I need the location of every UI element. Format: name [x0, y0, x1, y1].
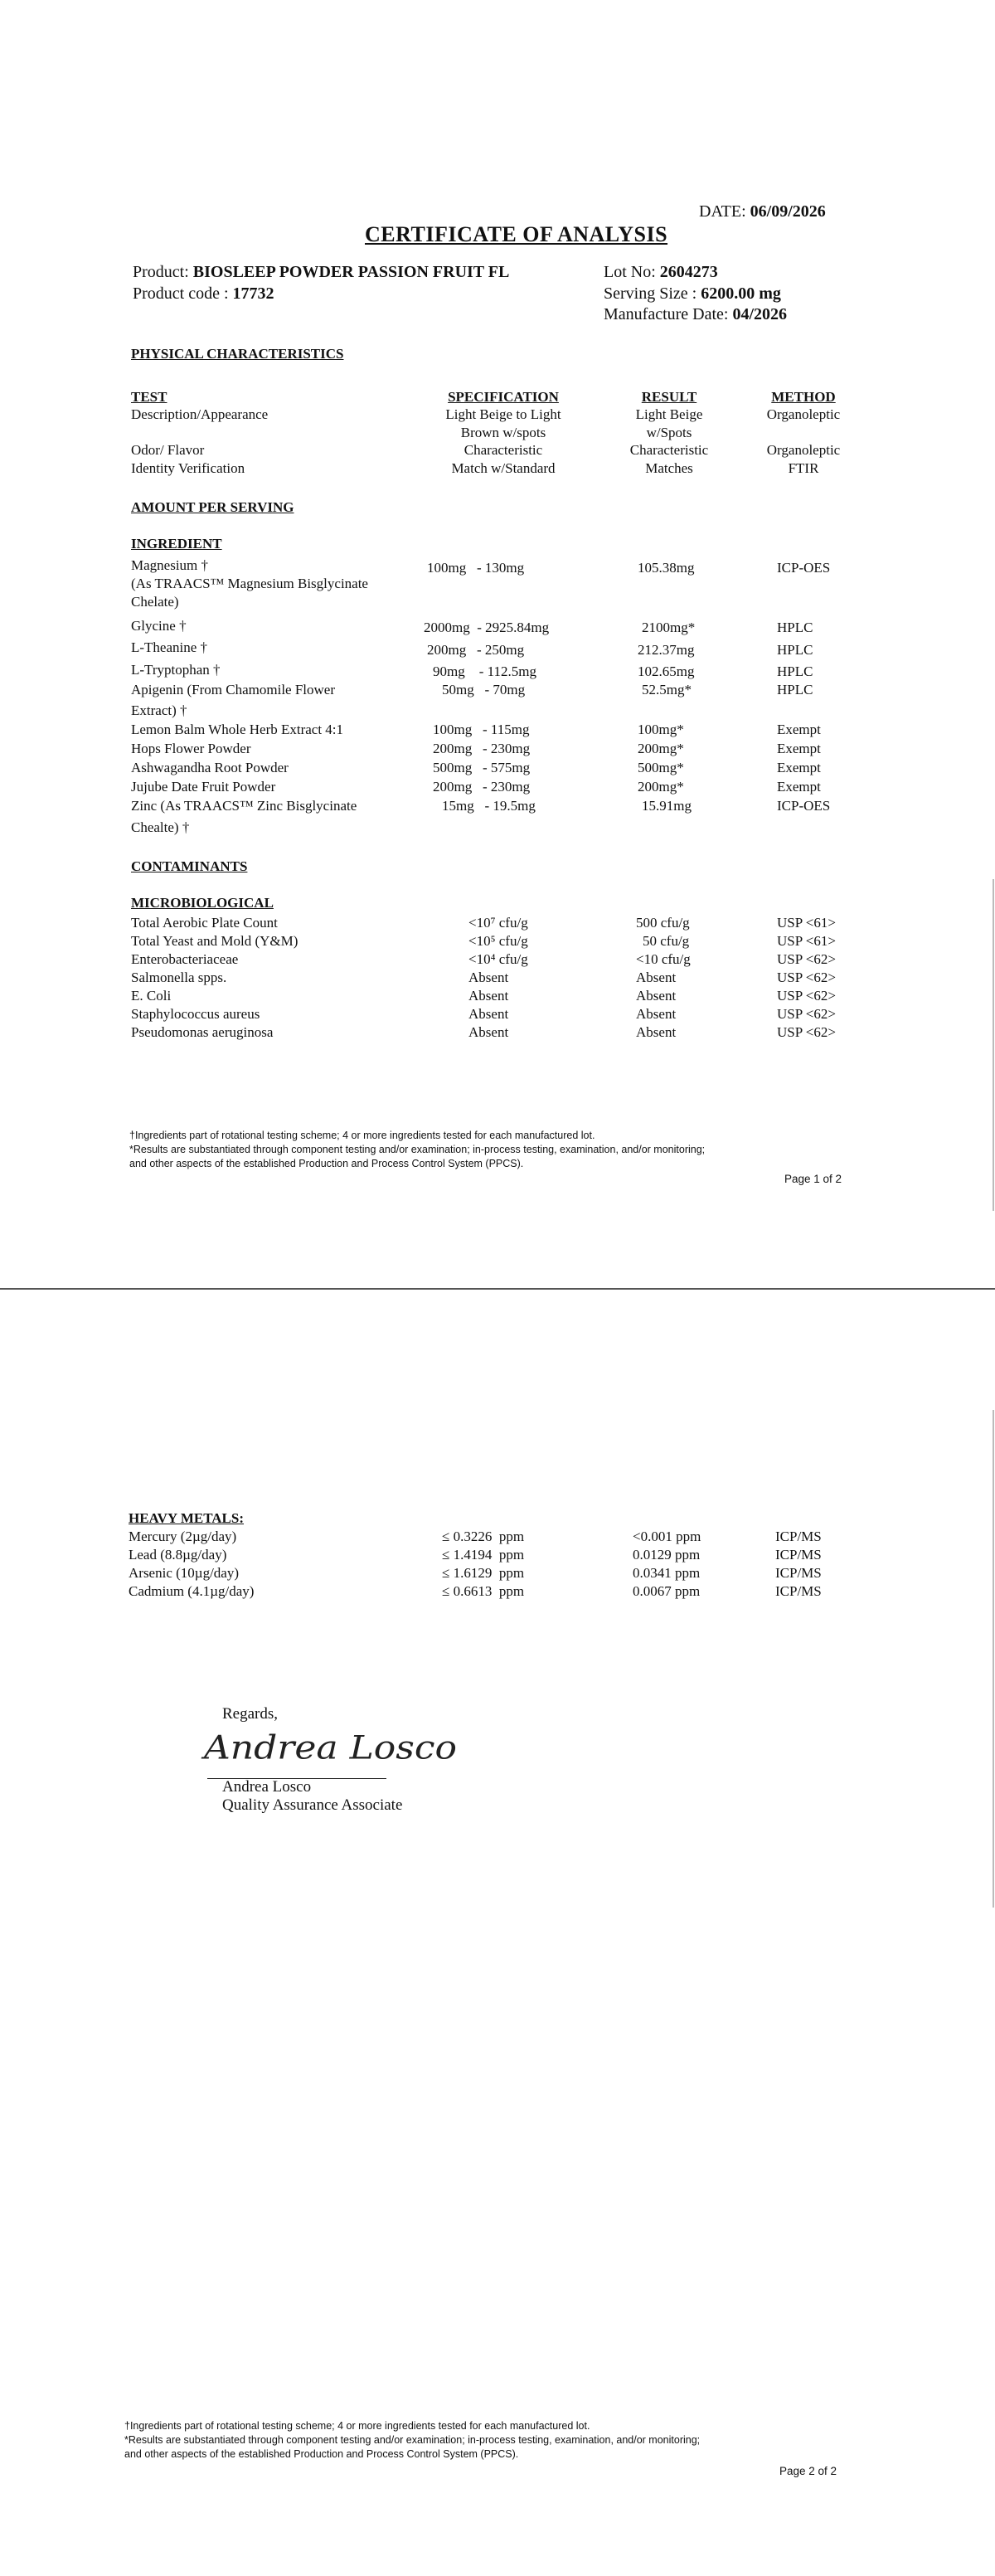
heavy-spec: ≤ 1.4194 ppm [442, 1547, 525, 1563]
ingredient-result: 200mg* [638, 779, 684, 795]
ingredient-spec: 15mg - 19.5mg [442, 798, 536, 814]
physical-test: Identity Verification [131, 460, 245, 476]
physical-result: Characteristic [629, 442, 709, 458]
microbiological-heading: MICROBIOLOGICAL [131, 895, 274, 911]
physical-spec: Characteristic [464, 442, 543, 458]
physical-result [611, 406, 727, 442]
signer-title: Quality Assurance Associate [222, 1796, 403, 1814]
ingredient-result: 105.38mg [638, 560, 695, 576]
micro-spec: <10⁵ cfu/g [468, 933, 528, 949]
page-edge-mark [993, 1410, 994, 1908]
ingredient-name-line: Zinc (As TRAACS™ Zinc Bisglycinate [131, 798, 357, 814]
ingredient-name [131, 557, 368, 611]
serving-size-label: Serving Size : [604, 284, 697, 303]
ingredient-method: ICP-OES [777, 560, 831, 576]
page-title: CERTIFICATE OF ANALYSIS [365, 222, 668, 246]
footnote-substantiated: *Results are substantiated through component testing and/or examination; in-process testing, examination, and/or monitoring; [129, 1144, 706, 1155]
ingredient-name: Ashwagandha Root Powder [131, 760, 289, 775]
ingredient-name: L-Tryptophan † [131, 662, 221, 678]
col-test-header: TEST [131, 389, 167, 405]
heavy-spec: ≤ 1.6129 ppm [442, 1565, 525, 1581]
micro-spec: Absent [468, 988, 509, 1004]
col-method-header: METHOD [771, 389, 836, 405]
date-label: DATE: [699, 202, 746, 221]
micro-test: Staphylococcus aureus [131, 1006, 260, 1022]
ingredient-name: Hops Flower Powder [131, 741, 251, 756]
ingredient-method: Exempt [777, 779, 821, 795]
date-value: 06/09/2026 [750, 202, 826, 221]
micro-result: 500 cfu/g [636, 915, 690, 931]
heavy-result: 0.0129 ppm [633, 1547, 701, 1563]
physical-spec: Match w/Standard [451, 460, 556, 476]
manufacture-date-label: Manufacture Date: [604, 305, 729, 323]
ingredient-name: Jujube Date Fruit Powder [131, 779, 276, 795]
physical-spec-line: Brown w/spots [460, 425, 546, 440]
micro-spec: Absent [468, 970, 509, 985]
ingredient-spec: 200mg - 250mg [427, 642, 525, 658]
physical-method: Organoleptic [766, 442, 841, 458]
heavy-metals-heading: HEAVY METALS: [129, 1510, 245, 1526]
page-divider [0, 1288, 995, 1290]
ingredient-name [131, 797, 357, 837]
signer-name: Andrea Losco [222, 1778, 312, 1796]
physical-test: Odor/ Flavor [131, 442, 205, 458]
heavy-result: 0.0067 ppm [633, 1583, 701, 1599]
footnote-rotational: †Ingredients part of rotational testing scheme; 4 or more ingredients tested for each manufactured lot. [129, 1130, 595, 1141]
serving-size-value: 6200.00 mg [701, 284, 781, 303]
physical-spec-line: Light Beige to Light [445, 406, 561, 422]
heavy-test: Arsenic (10µg/day) [129, 1565, 240, 1581]
ingredient-name [131, 681, 335, 720]
footnote-substantiated: *Results are substantiated through component testing and/or examination; in-process testing, examination, and/or monitoring; [124, 2434, 701, 2446]
micro-method: USP <61> [777, 915, 836, 931]
product-code-value: 17732 [232, 284, 274, 303]
footnote-rotational: †Ingredients part of rotational testing scheme; 4 or more ingredients tested for each manufactured lot. [124, 2420, 590, 2432]
ingredient-spec: 200mg - 230mg [433, 741, 531, 756]
serving-size-line [604, 283, 781, 304]
micro-test: Total Aerobic Plate Count [131, 915, 278, 931]
date-line [699, 201, 826, 222]
page-number: Page 1 of 2 [784, 1173, 842, 1185]
micro-method: USP <62> [777, 1006, 836, 1022]
micro-method: USP <62> [777, 970, 836, 985]
micro-test: Total Yeast and Mold (Y&M) [131, 933, 298, 949]
heavy-test: Cadmium (4.1µg/day) [129, 1583, 255, 1599]
micro-result: Absent [636, 988, 677, 1004]
ingredient-name-line: Chealte) † [131, 819, 190, 835]
physical-result-line: w/Spots [646, 425, 692, 440]
heavy-spec: ≤ 0.3226 ppm [442, 1529, 525, 1544]
micro-result: Absent [636, 1024, 677, 1040]
physical-characteristics-heading: PHYSICAL CHARACTERISTICS [131, 346, 344, 362]
ingredient-result: 200mg* [638, 741, 684, 756]
ingredient-name-line: Apigenin (From Chamomile Flower [131, 682, 336, 697]
ingredient-name: Lemon Balm Whole Herb Extract 4:1 [131, 722, 344, 737]
page-number: Page 2 of 2 [779, 2465, 837, 2477]
physical-result: Matches [645, 460, 693, 476]
page-edge-mark [993, 879, 994, 1211]
handwritten-signature: Andrea Losco [204, 1728, 457, 1767]
product-code-line [133, 283, 274, 304]
lot-value: 2604273 [659, 263, 718, 281]
physical-method: FTIR [788, 460, 819, 476]
micro-spec: <10⁴ cfu/g [468, 951, 528, 967]
ingredient-result: 52.5mg* [642, 682, 692, 697]
ingredient-method: HPLC [777, 620, 813, 635]
micro-spec: Absent [468, 1006, 509, 1022]
amount-per-serving-heading: AMOUNT PER SERVING [131, 499, 294, 515]
ingredient-method: Exempt [777, 722, 821, 737]
heavy-test: Mercury (2µg/day) [129, 1529, 237, 1544]
product-line [133, 261, 509, 283]
micro-test: E. Coli [131, 988, 172, 1004]
micro-method: USP <62> [777, 1024, 836, 1040]
physical-method: Organoleptic [766, 406, 841, 422]
micro-result: <10 cfu/g [636, 951, 691, 967]
ingredient-name-line: Extract) † [131, 702, 187, 718]
micro-spec: Absent [468, 1024, 509, 1040]
ingredient-method: Exempt [777, 741, 821, 756]
heavy-result: 0.0341 ppm [633, 1565, 701, 1581]
ingredient-result: 500mg* [638, 760, 684, 775]
physical-result-line: Light Beige [635, 406, 703, 422]
manufacture-date-value: 04/2026 [732, 305, 788, 323]
ingredient-method: HPLC [777, 642, 813, 658]
ingredient-spec: 50mg - 70mg [442, 682, 526, 697]
footnote-ppcs: and other aspects of the established Production and Process Control System (PPCS). [124, 2448, 519, 2460]
product-code-label: Product code : [133, 284, 229, 303]
micro-method: USP <61> [777, 933, 836, 949]
micro-method: USP <62> [777, 951, 836, 967]
micro-result: Absent [636, 970, 677, 985]
heavy-method: ICP/MS [775, 1565, 822, 1581]
regards-text: Regards, [222, 1705, 279, 1723]
micro-test: Enterobacteriaceae [131, 951, 239, 967]
ingredient-result: 2100mg* [642, 620, 696, 635]
product-value: BIOSLEEP POWDER PASSION FRUIT FL [192, 263, 510, 281]
micro-spec: <10⁷ cfu/g [468, 915, 528, 931]
footnote-ppcs: and other aspects of the established Production and Process Control System (PPCS). [129, 1158, 524, 1169]
micro-result: 50 cfu/g [643, 933, 690, 949]
heavy-method: ICP/MS [775, 1583, 822, 1599]
ingredient-spec: 200mg - 230mg [433, 779, 531, 795]
physical-test: Description/Appearance [131, 406, 269, 422]
heavy-method: ICP/MS [775, 1529, 822, 1544]
ingredient-result: 102.65mg [638, 663, 695, 679]
product-label: Product: [133, 263, 189, 281]
lot-line [604, 261, 718, 283]
heavy-method: ICP/MS [775, 1547, 822, 1563]
ingredient-spec: 2000mg - 2925.84mg [424, 620, 550, 635]
ingredient-result: 15.91mg [642, 798, 692, 814]
heavy-test: Lead (8.8µg/day) [129, 1547, 227, 1563]
ingredient-spec: 90mg - 112.5mg [433, 663, 536, 679]
col-result-header: RESULT [641, 389, 697, 405]
ingredient-result: 100mg* [638, 722, 684, 737]
ingredient-method: Exempt [777, 760, 821, 775]
ingredient-spec: 100mg - 115mg [433, 722, 530, 737]
ingredient-method: ICP-OES [777, 798, 831, 814]
manufacture-date-line [604, 304, 787, 325]
ingredient-method: HPLC [777, 682, 813, 697]
ingredient-name: L-Theanine † [131, 639, 208, 655]
micro-test: Pseudomonas aeruginosa [131, 1024, 274, 1040]
lot-label: Lot No: [604, 263, 656, 281]
col-spec-header: SPECIFICATION [448, 389, 559, 405]
ingredient-name-line: Magnesium † [131, 557, 209, 573]
ingredient-spec: 100mg - 130mg [427, 560, 525, 576]
micro-test: Salmonella spps. [131, 970, 227, 985]
ingredient-spec: 500mg - 575mg [433, 760, 531, 775]
contaminants-heading: CONTAMINANTS [131, 858, 248, 874]
ingredient-method: HPLC [777, 663, 813, 679]
micro-result: Absent [636, 1006, 677, 1022]
ingredient-name-line: Chelate) [131, 594, 179, 610]
physical-spec [412, 406, 595, 442]
heavy-result: <0.001 ppm [633, 1529, 701, 1544]
heavy-spec: ≤ 0.6613 ppm [442, 1583, 525, 1599]
ingredient-result: 212.37mg [638, 642, 695, 658]
micro-method: USP <62> [777, 988, 836, 1004]
ingredient-name: Glycine † [131, 618, 187, 634]
ingredient-heading: INGREDIENT [131, 536, 222, 552]
ingredient-name-line: (As TRAACS™ Magnesium Bisglycinate [131, 576, 368, 591]
